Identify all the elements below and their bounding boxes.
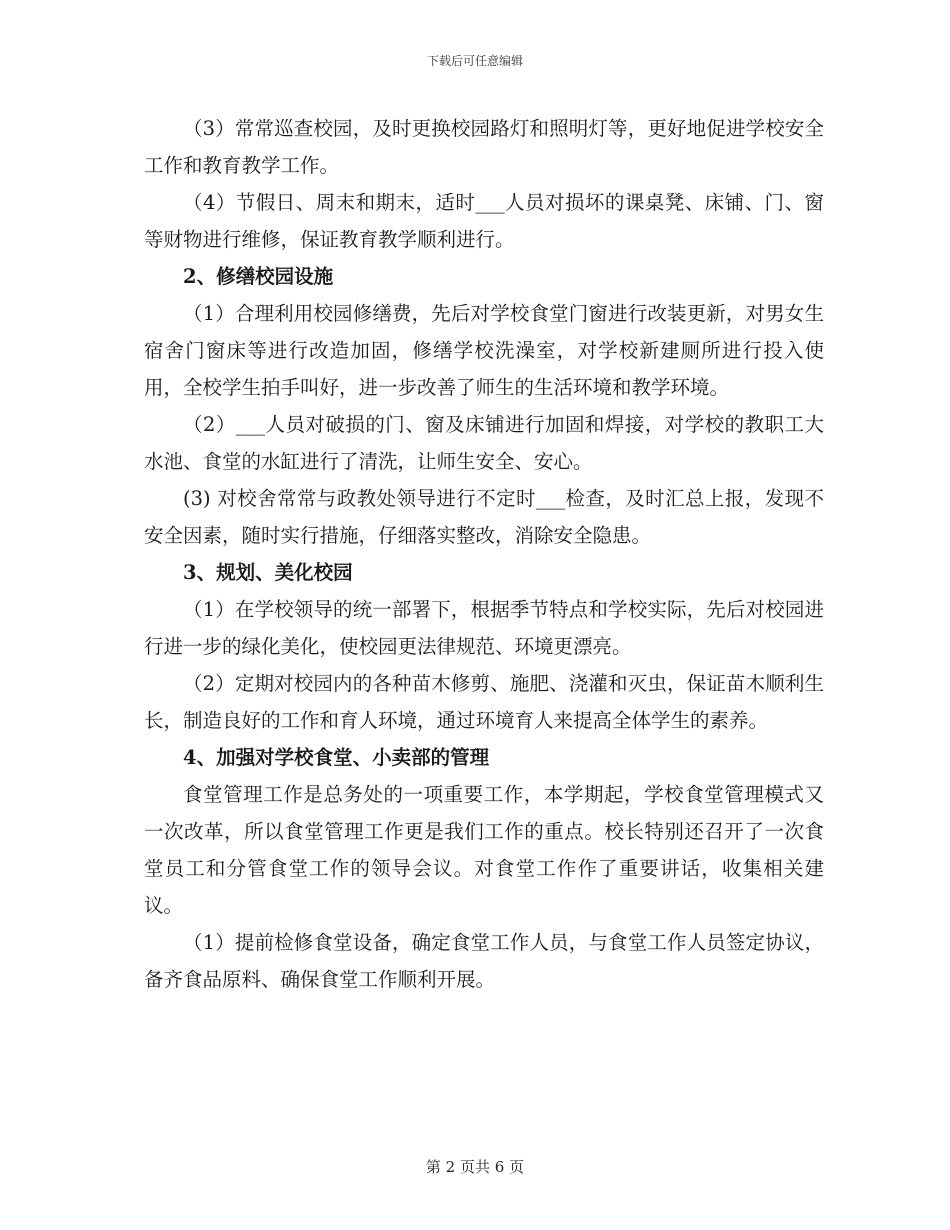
section-heading: 4、加强对学校食堂、小卖部的管理 [183,746,490,769]
page-header: 下载后可任意编辑 [426,54,523,68]
paragraph: （1）合理利用校园修缮费，先后对学校食堂门窗进行改装更新，对男女生宿舍门窗床等进行改造加固，修缮学校洗澡室，对学校新建厕所进行投入使用，全校学生拍手叫好，进一步改善了师生的生活环境和教学环境。 [144,302,824,399]
paragraph: （2）定期对校园内的各种苗木修剪、施肥、浇灌和灭虫，保证苗木顺利生长，制造良好的工作和育人环境，通过环境育人来提高全体学生的素养。 [144,672,824,732]
section-heading: 3、规划、美化校园 [183,561,353,584]
paragraph: （4）节假日、周末和期末，适时___人员对损坏的课桌凳、床铺、门、窗等财物进行维修，保证教育教学顺利进行。 [144,191,824,251]
paragraph: （3）常常巡查校园，及时更换校园路灯和照明灯等，更好地促进学校安全工作和教育教学工作。 [144,117,824,177]
page-footer: 第 2 页共 6 页 [425,1158,525,1176]
paragraph: (3) 对校舍常常与政教处领导进行不定时___检查，及时汇总上报，发现不安全因素，随时实行措施，仔细落实整改，消除安全隐患。 [144,487,824,547]
paragraph: （2）___人员对破损的门、窗及床铺进行加固和焊接，对学校的教职工大水池、食堂的水缸进行了清洗，让师生安全、安心。 [144,413,824,473]
paragraph: 食堂管理工作是总务处的一项重要工作，本学期起，学校食堂管理模式又一次改革，所以食堂管理工作更是我们工作的重点。校长特别还召开了一次食堂员工和分管食堂工作的领导会议。对食堂工作作了重要讲话，收集相关建议。 [144,783,824,917]
paragraph: （1）在学校领导的统一部署下，根据季节特点和学校实际，先后对校园进行进一步的绿化美化，使校园更法律规范、环境更漂亮。 [144,598,824,658]
section-heading: 2、修缮校园设施 [183,265,334,288]
document-body [144,110,824,998]
paragraph: （1）提前检修食堂设备，确定食堂工作人员，与食堂工作人员签定协议，备齐食品原料、确保食堂工作顺利开展。 [144,931,824,991]
